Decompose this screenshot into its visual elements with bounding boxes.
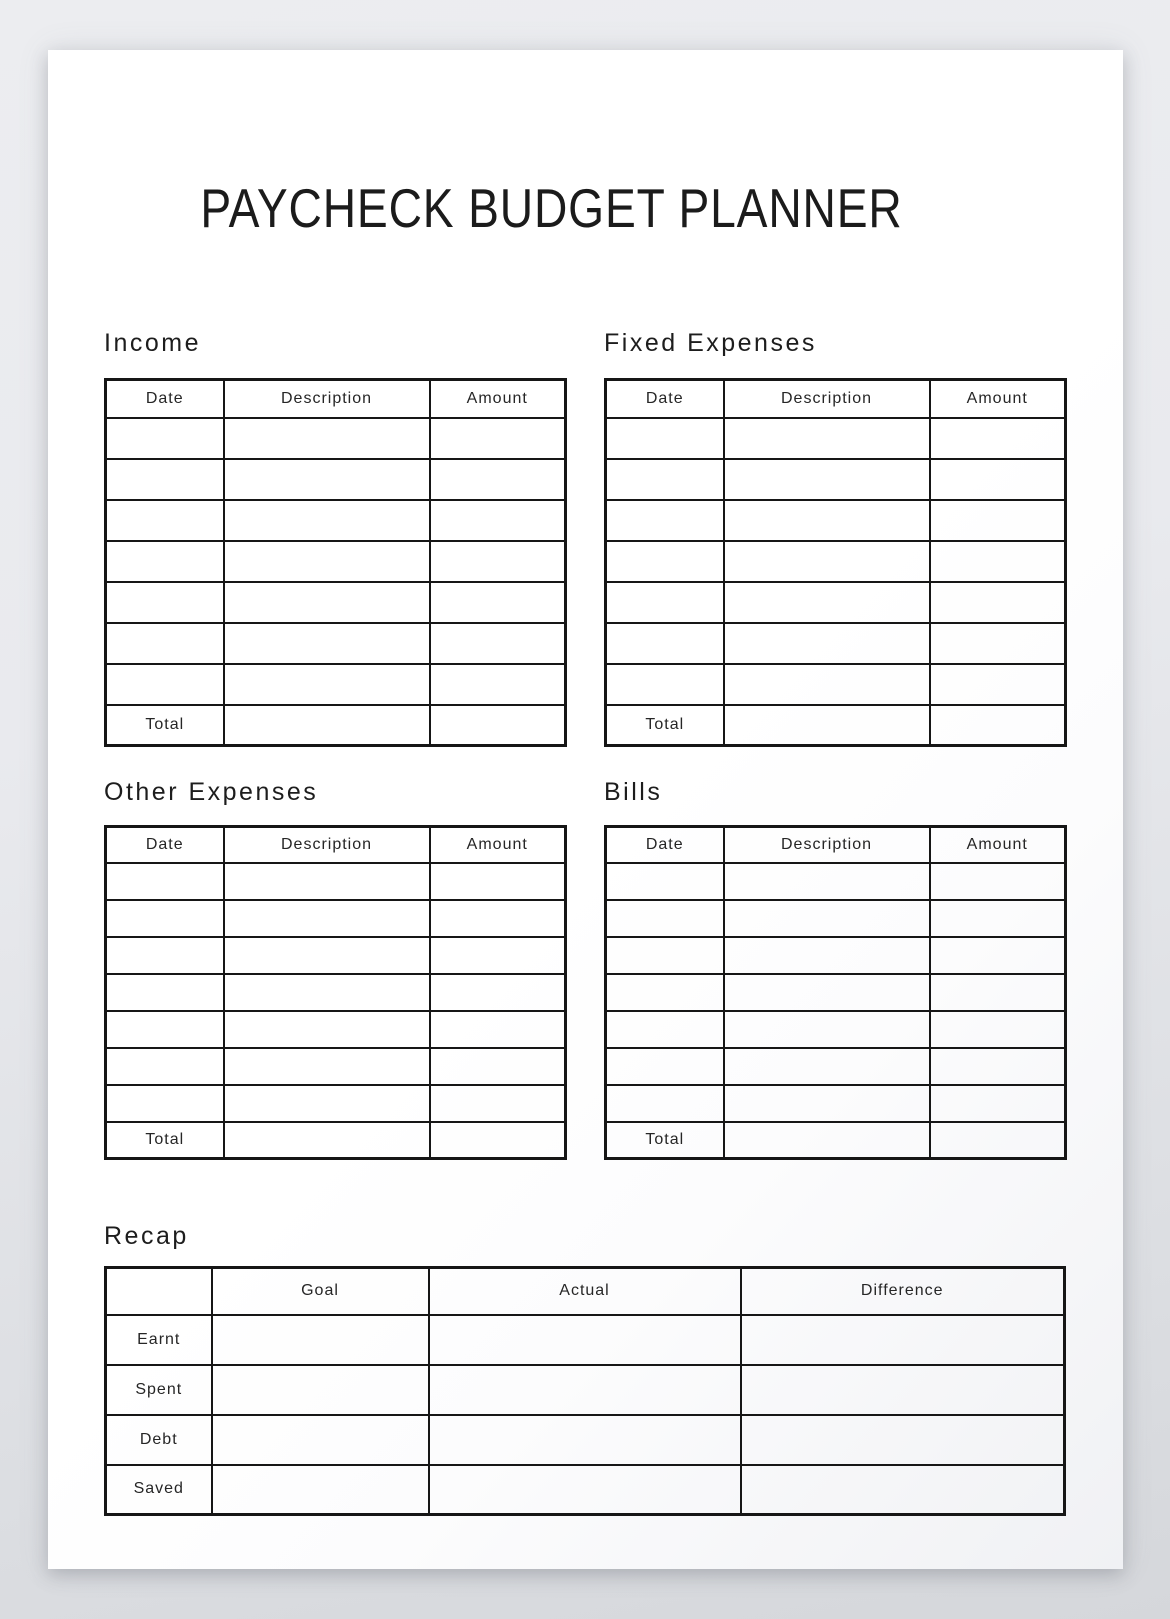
recap-row-saved: [106, 1465, 1065, 1515]
column-header-amount: Amount: [430, 827, 566, 863]
empty-row: [106, 900, 566, 937]
empty-cell: [606, 582, 724, 623]
empty-cell: [430, 582, 566, 623]
empty-cell: [606, 459, 724, 500]
empty-cell: [724, 1085, 930, 1122]
empty-cell: [930, 541, 1066, 582]
column-header-amount: Amount: [430, 380, 566, 418]
fixed-expenses-total-row: [606, 705, 1066, 746]
row-label-spent: Spent: [106, 1365, 212, 1415]
empty-cell: [212, 1365, 429, 1415]
empty-cell: [606, 900, 724, 937]
empty-cell: [224, 1048, 430, 1085]
empty-cell: [724, 418, 930, 459]
empty-cell: [106, 1085, 224, 1122]
planner-page: [48, 50, 1123, 1569]
bills-section: [604, 779, 1067, 1160]
empty-cell: [724, 541, 930, 582]
empty-cell: [429, 1315, 741, 1365]
column-header-description: Description: [224, 380, 430, 418]
empty-cell: [741, 1465, 1065, 1515]
empty-cell: [930, 1048, 1066, 1085]
empty-row: [606, 500, 1066, 541]
empty-cell: [430, 1048, 566, 1085]
empty-cell: [741, 1365, 1065, 1415]
empty-cell: [224, 863, 430, 900]
empty-cell: [224, 974, 430, 1011]
empty-cell: [724, 974, 930, 1011]
empty-row: [106, 863, 566, 900]
empty-cell: [430, 459, 566, 500]
empty-cell: [606, 1048, 724, 1085]
row-label-earnt: Earnt: [106, 1315, 212, 1365]
fixed-expenses-table: [604, 378, 1067, 747]
empty-cell: [741, 1415, 1065, 1465]
income-table: [104, 378, 567, 747]
empty-cell: [606, 937, 724, 974]
column-header-difference: Difference: [741, 1268, 1065, 1315]
column-header-date: Date: [606, 827, 724, 863]
empty-cell: [930, 664, 1066, 705]
row-label-saved: Saved: [106, 1465, 212, 1515]
empty-row: [106, 1085, 566, 1122]
total-label: Total: [606, 1122, 724, 1159]
empty-row: [606, 863, 1066, 900]
empty-cell: [606, 623, 724, 664]
empty-cell: [930, 1011, 1066, 1048]
empty-cell: [224, 623, 430, 664]
empty-row: [106, 1011, 566, 1048]
other-expenses-header-row: [106, 827, 566, 863]
empty-cell: [106, 1011, 224, 1048]
empty-cell: [930, 1085, 1066, 1122]
total-amount-cell: [430, 1122, 566, 1159]
column-header-actual: Actual: [429, 1268, 741, 1315]
fixed-expenses-section-title: Fixed Expenses: [604, 329, 817, 357]
empty-cell: [224, 582, 430, 623]
empty-row: [606, 541, 1066, 582]
fixed-expenses-section: [604, 330, 1067, 747]
empty-row: [606, 1011, 1066, 1048]
empty-cell: [930, 863, 1066, 900]
empty-row: [106, 974, 566, 1011]
total-description-cell: [724, 1122, 930, 1159]
empty-cell: [606, 500, 724, 541]
page-title: PAYCHECK BUDGET PLANNER: [200, 177, 903, 239]
empty-row: [606, 974, 1066, 1011]
empty-cell: [106, 541, 224, 582]
empty-cell: [429, 1465, 741, 1515]
income-header-row: [106, 380, 566, 418]
other-expenses-total-row: [106, 1122, 566, 1159]
total-label: Total: [606, 705, 724, 746]
empty-row: [606, 1048, 1066, 1085]
empty-cell: [724, 623, 930, 664]
empty-cell: [930, 459, 1066, 500]
empty-cell: [430, 664, 566, 705]
empty-cell: [224, 459, 430, 500]
bills-header-row: [606, 827, 1066, 863]
column-header-description: Description: [724, 380, 930, 418]
empty-cell: [724, 937, 930, 974]
empty-cell: [429, 1365, 741, 1415]
empty-row: [606, 418, 1066, 459]
empty-row: [106, 623, 566, 664]
empty-cell: [224, 900, 430, 937]
empty-cell: [430, 1011, 566, 1048]
total-description-cell: [724, 705, 930, 746]
empty-cell: [106, 418, 224, 459]
empty-row: [106, 418, 566, 459]
income-section: [104, 330, 567, 747]
empty-row: [106, 459, 566, 500]
empty-row: [606, 459, 1066, 500]
empty-cell: [224, 541, 430, 582]
empty-cell: [106, 974, 224, 1011]
empty-cell: [724, 863, 930, 900]
empty-cell: [606, 418, 724, 459]
fixed-expenses-header-row: [606, 380, 1066, 418]
empty-row: [106, 541, 566, 582]
empty-cell: [224, 418, 430, 459]
empty-cell: [606, 1085, 724, 1122]
recap-row-spent: [106, 1365, 1065, 1415]
empty-cell: [106, 937, 224, 974]
total-description-cell: [224, 1122, 430, 1159]
empty-cell: [724, 500, 930, 541]
total-label: Total: [106, 705, 224, 746]
empty-cell: [429, 1415, 741, 1465]
income-section-title: Income: [104, 329, 201, 357]
empty-cell: [106, 1048, 224, 1085]
column-header-date: Date: [106, 380, 224, 418]
empty-row: [106, 500, 566, 541]
empty-cell: [606, 664, 724, 705]
empty-cell: [430, 623, 566, 664]
empty-cell: [930, 937, 1066, 974]
empty-cell: [724, 1048, 930, 1085]
column-header-description: Description: [724, 827, 930, 863]
empty-cell: [430, 937, 566, 974]
empty-cell: [224, 1011, 430, 1048]
empty-cell: [224, 937, 430, 974]
empty-cell: [430, 500, 566, 541]
empty-cell: [212, 1415, 429, 1465]
bills-total-row: [606, 1122, 1066, 1159]
empty-cell: [606, 974, 724, 1011]
empty-cell: [430, 974, 566, 1011]
empty-cell: [741, 1315, 1065, 1365]
empty-row: [106, 664, 566, 705]
empty-cell: [606, 541, 724, 582]
empty-cell: [606, 1011, 724, 1048]
empty-cell: [930, 418, 1066, 459]
empty-cell: [930, 974, 1066, 1011]
empty-cell: [106, 459, 224, 500]
row-label-debt: Debt: [106, 1415, 212, 1465]
empty-cell: [224, 500, 430, 541]
empty-cell: [930, 582, 1066, 623]
empty-cell: [930, 500, 1066, 541]
empty-row: [606, 664, 1066, 705]
empty-cell: [106, 623, 224, 664]
empty-cell: [606, 863, 724, 900]
total-amount-cell: [430, 705, 566, 746]
empty-row: [106, 937, 566, 974]
income-total-row: [106, 705, 566, 746]
empty-row: [606, 623, 1066, 664]
empty-row: [606, 582, 1066, 623]
recap-header-row: [106, 1268, 1065, 1315]
recap-section-title: Recap: [104, 1222, 189, 1250]
empty-cell: [930, 900, 1066, 937]
recap-row-earnt: [106, 1315, 1065, 1365]
empty-cell: [224, 1085, 430, 1122]
column-header-amount: Amount: [930, 380, 1066, 418]
empty-cell: [430, 541, 566, 582]
recap-row-debt: [106, 1415, 1065, 1465]
column-header-description: Description: [224, 827, 430, 863]
other-expenses-table: [104, 825, 567, 1160]
empty-cell: [224, 664, 430, 705]
empty-cell: [106, 664, 224, 705]
empty-cell: [724, 664, 930, 705]
total-amount-cell: [930, 1122, 1066, 1159]
recap-section: [104, 1223, 1066, 1516]
empty-cell: [106, 582, 224, 623]
empty-cell: [724, 900, 930, 937]
recap-corner-cell: [106, 1268, 212, 1315]
empty-cell: [106, 863, 224, 900]
empty-cell: [106, 500, 224, 541]
empty-row: [606, 1085, 1066, 1122]
empty-cell: [724, 582, 930, 623]
total-description-cell: [224, 705, 430, 746]
total-amount-cell: [930, 705, 1066, 746]
empty-cell: [724, 1011, 930, 1048]
empty-row: [606, 937, 1066, 974]
empty-row: [106, 1048, 566, 1085]
empty-row: [106, 582, 566, 623]
empty-row: [606, 900, 1066, 937]
empty-cell: [106, 900, 224, 937]
empty-cell: [430, 418, 566, 459]
column-header-amount: Amount: [930, 827, 1066, 863]
recap-table: [104, 1266, 1066, 1516]
empty-cell: [212, 1315, 429, 1365]
empty-cell: [724, 459, 930, 500]
empty-cell: [930, 623, 1066, 664]
other-expenses-section-title: Other Expenses: [104, 778, 319, 806]
bills-section-title: Bills: [604, 778, 663, 806]
bills-table: [604, 825, 1067, 1160]
empty-cell: [430, 1085, 566, 1122]
empty-cell: [430, 863, 566, 900]
total-label: Total: [106, 1122, 224, 1159]
other-expenses-section: [104, 779, 567, 1160]
column-header-goal: Goal: [212, 1268, 429, 1315]
column-header-date: Date: [106, 827, 224, 863]
column-header-date: Date: [606, 380, 724, 418]
empty-cell: [212, 1465, 429, 1515]
empty-cell: [430, 900, 566, 937]
